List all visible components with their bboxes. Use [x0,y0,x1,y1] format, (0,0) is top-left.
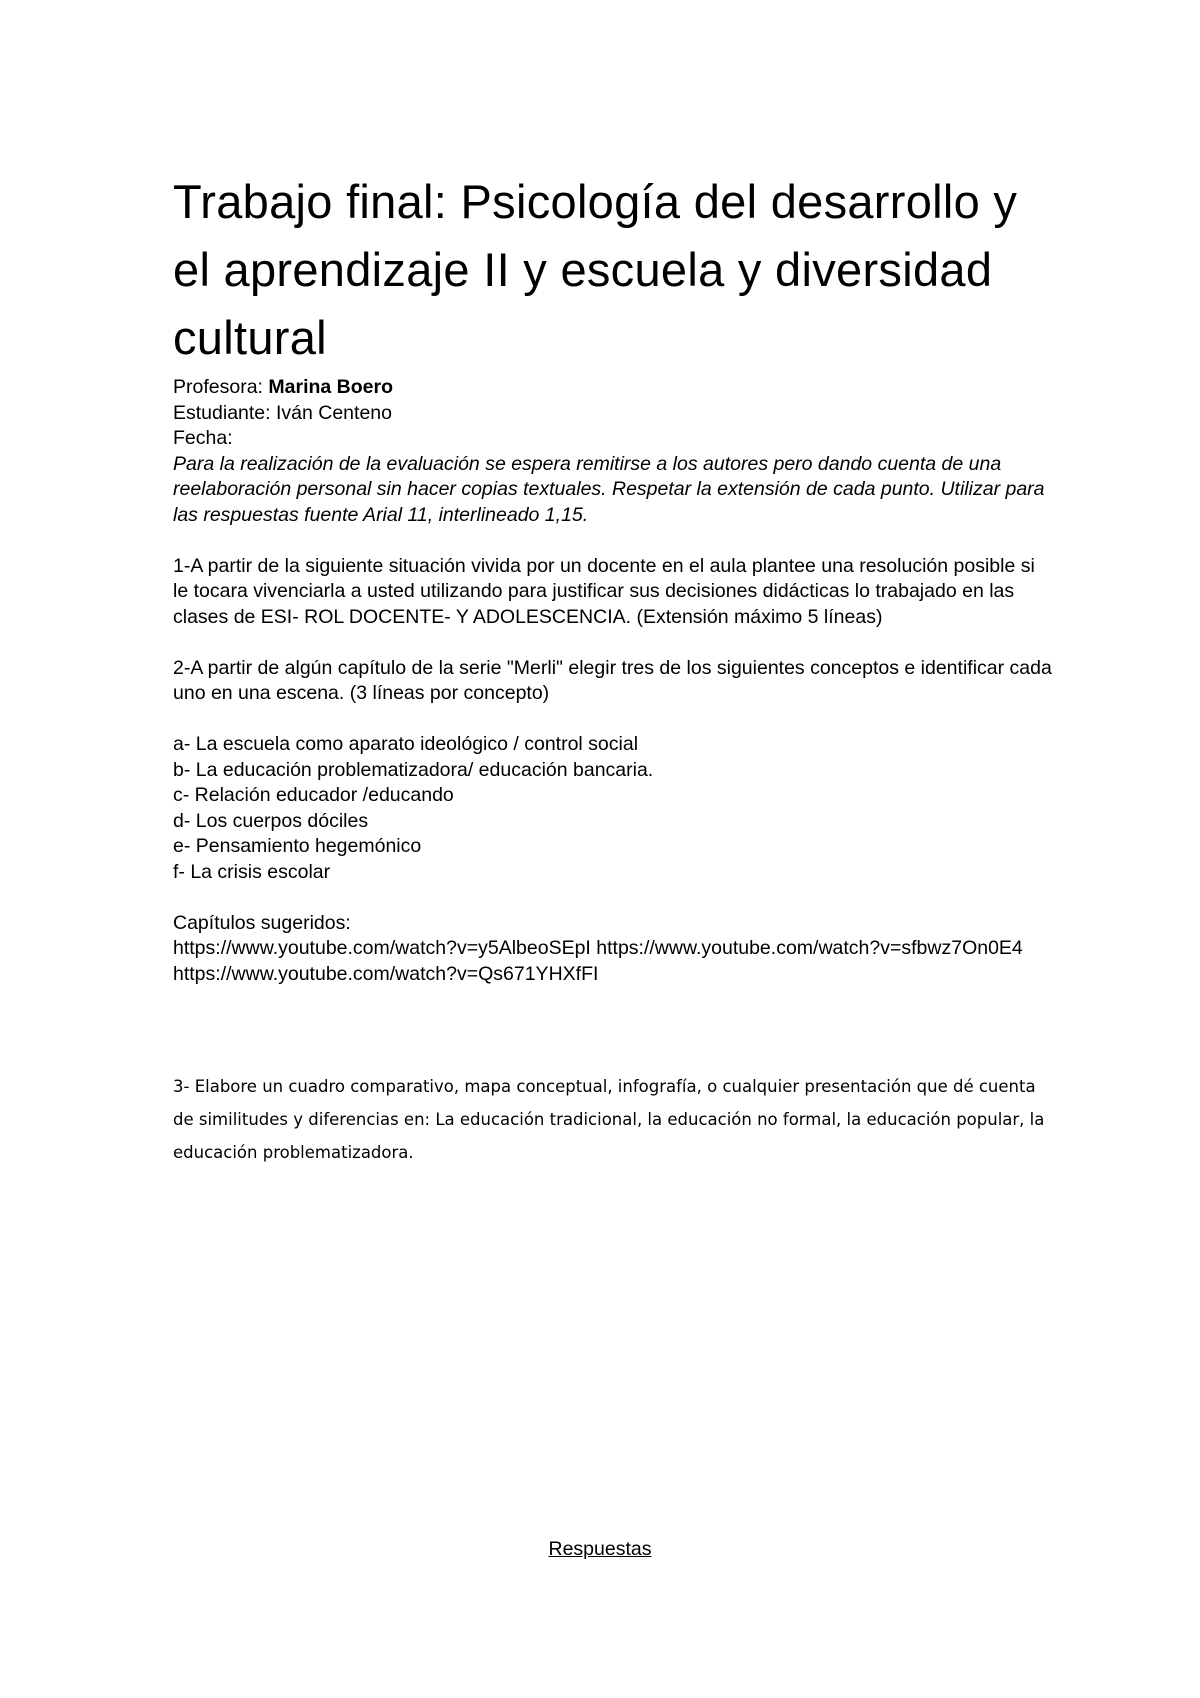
spacer [173,707,1053,733]
chapters-links[interactable]: https://www.youtube.com/watch?v=y5AlbeoSEpI https://www.youtube.com/watch?v=sfbwz7On0E4 https://www.youtube.com/watch?v=Qs671YHXfFI [173,937,1023,985]
teacher-name: Marina Boero [268,376,393,398]
document-body [173,375,1053,987]
spacer [173,630,1053,656]
question-2: 2-A partir de algún capítulo de la serie "Merli" elegir tres de los siguientes conceptos e identificar cada uno en una escena. (3 líneas por concepto) [173,656,1052,704]
instructions-text: Para la realización de la evaluación se espera remitirse a los autores pero dando cuenta de una reelaboración personal sin hacer copias textuales. Respetar la extensión de cada punto. Utilizar para las respuestas fuente Arial 11, interlineado 1,15. [173,452,1045,526]
concept-item: b- La educación problematizadora/ educación bancaria. [173,758,654,781]
question-3: 3- Elabore un cuadro comparativo, mapa conceptual, infografía, o cualquier presentación que dé cuenta de similitudes y diferencias en: La educación tradicional, la educación no formal, la educación popular, la educación problematizadora. [173,1077,1045,1162]
spacer [173,528,1053,554]
teacher-line [173,375,1053,401]
date-label: Fecha: [173,427,233,449]
chapters-label: Capítulos sugeridos: [173,911,351,934]
concept-item: f- La crisis escolar [173,860,331,883]
question-1: 1-A partir de la siguiente situación vivida por un docente en el aula plantee una resolución posible si le tocara vivenciarla a usted utilizando para justificar sus decisiones didácticas lo trabajado en las clases de ESI- ROL DOCENTE- Y ADOLESCENCIA. (Extensión máximo 5 líneas) [173,554,1035,628]
document-title: Trabajo final: Psicología del desarrollo y el aprendizaje II y escuela y diversidad cultural [173,175,1018,364]
student-line: Estudiante: Iván Centeno [173,401,392,424]
spacer [173,885,1053,911]
answers-heading: Respuestas [548,1538,652,1560]
concept-item: e- Pensamiento hegemónico [173,835,422,857]
teacher-label: Profesora: [173,376,269,398]
concept-item: a- La escuela como aparato ideológico / control social [173,733,639,755]
concept-item: d- Los cuerpos dóciles [173,809,369,832]
concept-item: c- Relación educador /educando [173,784,454,806]
